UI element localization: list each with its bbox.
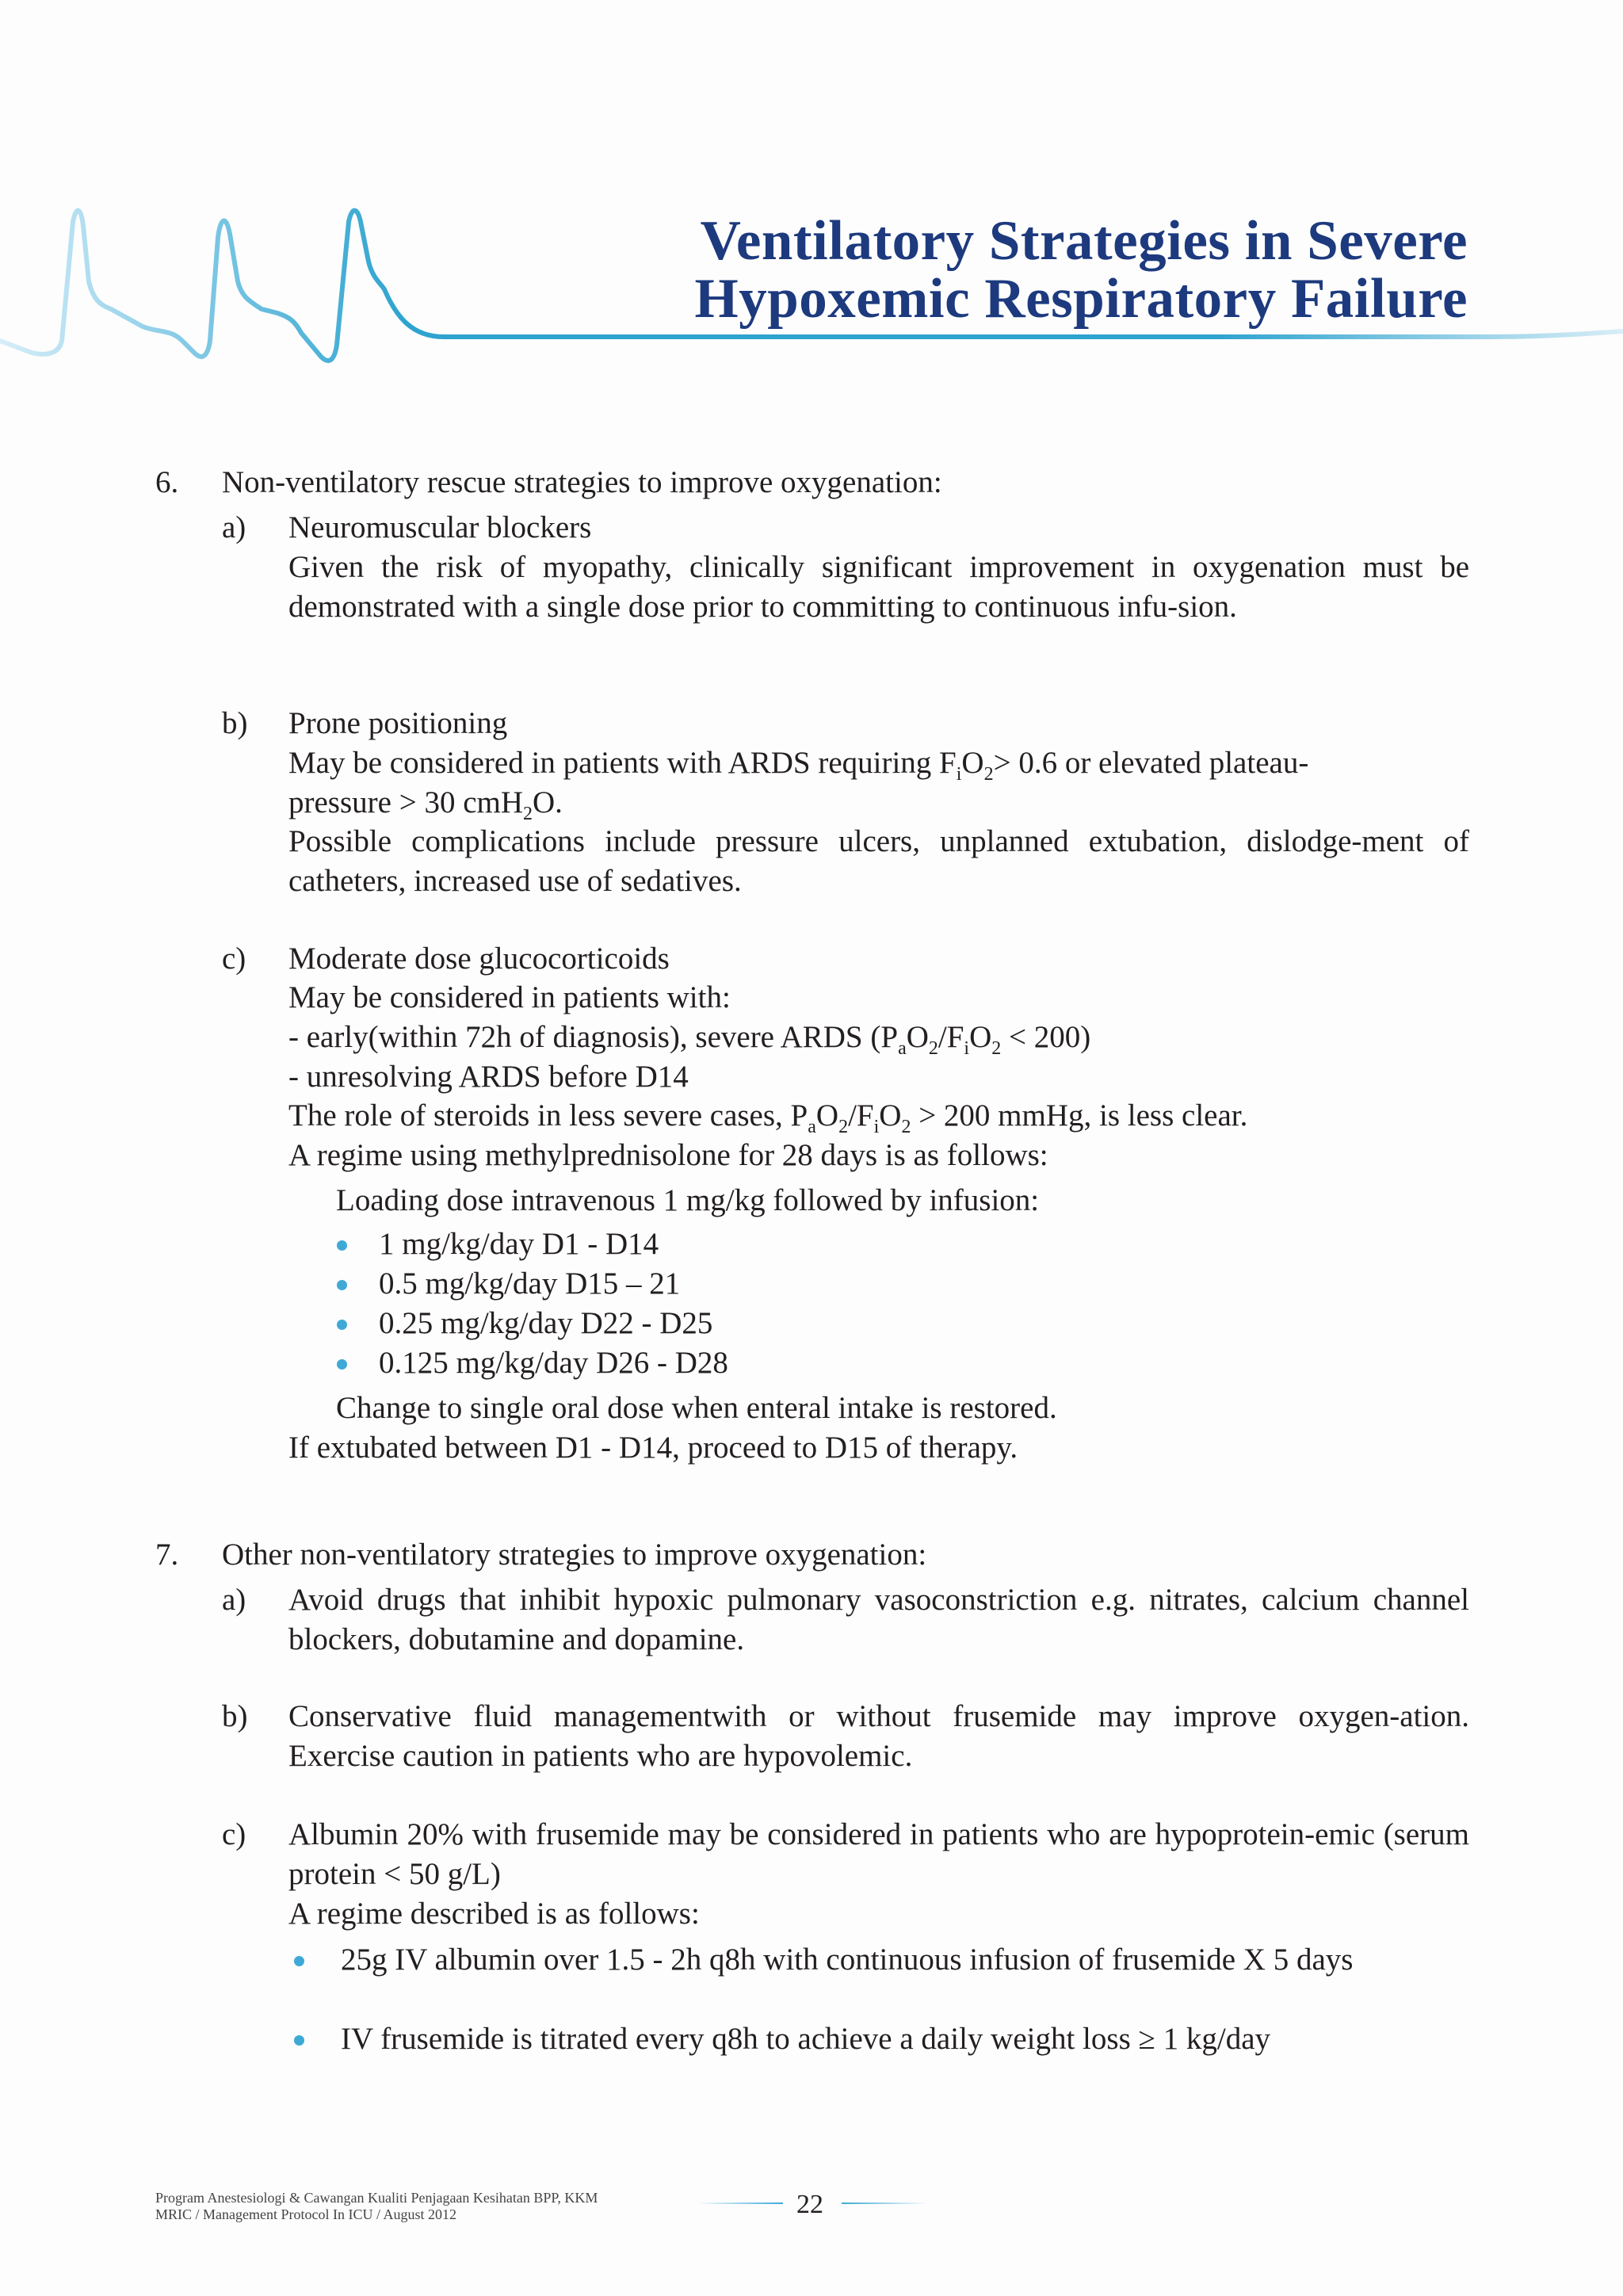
section-7a-text: Avoid drugs that inhibit hypoxic pulmonary vasoconstriction e.g. nitrates, calcium channel blockers, dobutamine and dopamine. bbox=[288, 1583, 1469, 1656]
footer-line-1: Program Anestesiologi & Cawangan Kualiti Penjagaan Kesihatan BPP, KKM bbox=[155, 2190, 598, 2206]
section-6b-text2: Possible complications include pressure ulcers, unplanned extubation, dislodge-ment of catheters, increased use of sedatives. bbox=[288, 824, 1469, 898]
section-6c-title: Moderate dose glucocorticoids bbox=[288, 942, 670, 976]
albumin-bullet-2: IV frusemide is titrated every q8h to achieve a daily weight loss ≥ 1 kg/day bbox=[341, 2022, 1271, 2056]
section-6b-line1: May be considered in patients with ARDS requiring $F_iO_2> 0.6$ or elevated plateau- bbox=[288, 746, 1309, 785]
page-number: 22 bbox=[796, 2190, 823, 2219]
section-6c-intro: May be considered in patients with: bbox=[288, 980, 731, 1014]
section-6b-line2: pressure > 30 cmH$_2$O. bbox=[288, 785, 563, 824]
section-6c-regime: A regime using methylprednisolone for 28 days is as follows: bbox=[288, 1138, 1048, 1172]
bullet-icon bbox=[337, 1320, 347, 1330]
section-6a-title: Neuromuscular blockers bbox=[288, 510, 592, 544]
section-7c-text: Albumin 20% with frusemide may be considered in patients who are hypoprotein-emic (serum protein < 50 g/L) bbox=[288, 1817, 1469, 1891]
section-6b-label: b) bbox=[222, 706, 248, 740]
page-number-line-right bbox=[842, 2202, 927, 2204]
bullet-icon bbox=[337, 1359, 347, 1370]
section-7b-text: Conservative fluid managementwith or without frusemide may improve oxygen-ation. Exercise caution in patients who are hypovolemic. bbox=[288, 1699, 1469, 1773]
albumin-bullet-1: 25g IV albumin over 1.5 - 2h q8h with continuous infusion of frusemide X 5 days bbox=[341, 1943, 1354, 1977]
section-6c-role: The role of steroids in less severe cases, $P_aO_2/F_iO_2 > 200$ mmHg, is less clear. bbox=[288, 1098, 1248, 1137]
dose-item-2: 0.5 mg/kg/day D15 – 21 bbox=[379, 1266, 681, 1301]
section-7c-regime: A regime described is as follows: bbox=[288, 1897, 700, 1931]
section-7a-label: a) bbox=[222, 1583, 246, 1617]
footer-line-2: MRIC / Management Protocol In ICU / August 2012 bbox=[155, 2206, 456, 2222]
section-6c-loading: Loading dose intravenous 1 mg/kg followed by infusion: bbox=[336, 1183, 1040, 1217]
title-line-2: Hypoxemic Respiratory Failure bbox=[694, 268, 1468, 330]
bullet-icon bbox=[294, 2035, 304, 2046]
title-line-1: Ventilatory Strategies in Severe bbox=[700, 210, 1468, 272]
section-6c-early: - early(within 72h of diagnosis), severe ARDS $(P_aO_2/F_iO_2 < 200)$ bbox=[288, 1020, 1091, 1059]
section-6c-change: Change to single oral dose when enteral intake is restored. bbox=[336, 1391, 1057, 1425]
section-6-heading: Non-ventilatory rescue strategies to improve oxygenation: bbox=[222, 465, 942, 499]
section-7-heading: Other non-ventilatory strategies to improve oxygenation: bbox=[222, 1538, 927, 1572]
bullet-icon bbox=[337, 1280, 347, 1290]
page-number-line-left bbox=[697, 2202, 783, 2204]
bullet-icon bbox=[337, 1240, 347, 1251]
dose-item-4: 0.125 mg/kg/day D26 - D28 bbox=[379, 1346, 728, 1380]
bullet-icon bbox=[294, 1956, 304, 1966]
section-6-number: 6. bbox=[155, 465, 179, 499]
section-6c-extubated: If extubated between D1 - D14, proceed to D15 of therapy. bbox=[288, 1431, 1018, 1465]
section-7c-label: c) bbox=[222, 1817, 246, 1851]
section-6c-label: c) bbox=[222, 942, 246, 976]
section-6a-text: Given the risk of myopathy, clinically significant improvement in oxygenation must be demonstrated with a single dose prior to committing to continuous infu-sion. bbox=[288, 550, 1469, 624]
section-7-number: 7. bbox=[155, 1538, 179, 1572]
section-6c-unresolving: - unresolving ARDS before D14 bbox=[288, 1060, 689, 1094]
section-6b-title: Prone positioning bbox=[288, 706, 508, 740]
dose-item-3: 0.25 mg/kg/day D22 - D25 bbox=[379, 1306, 713, 1340]
dose-item-1: 1 mg/kg/day D1 - D14 bbox=[379, 1227, 659, 1261]
section-6a-label: a) bbox=[222, 510, 246, 544]
section-7b-label: b) bbox=[222, 1699, 248, 1733]
